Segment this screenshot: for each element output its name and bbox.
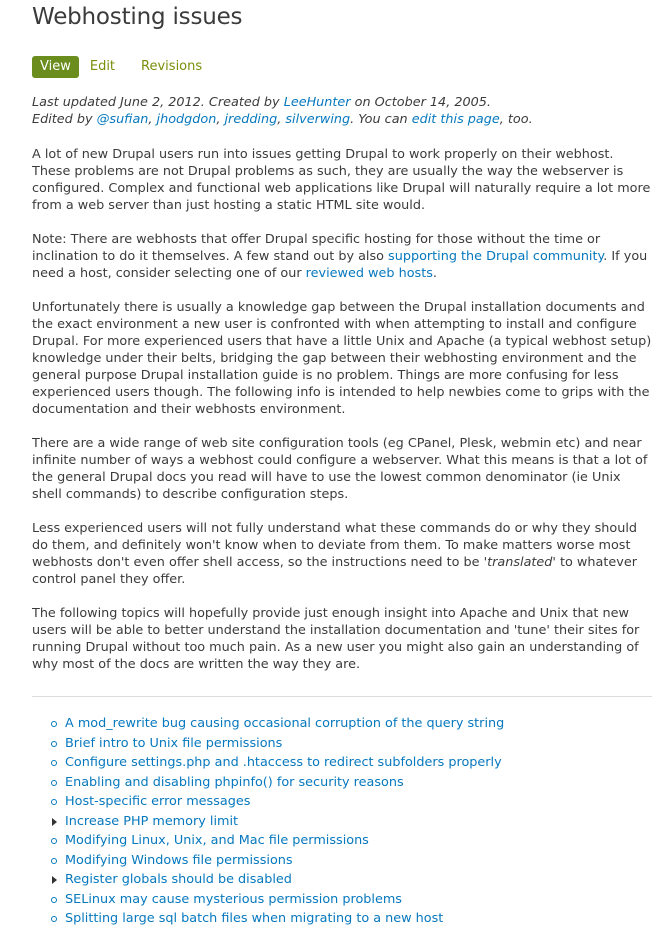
child-page-link[interactable]: Modifying Linux, Unix, and Mac file permissions: [65, 833, 369, 848]
editor-link[interactable]: @sufian: [96, 112, 149, 127]
paragraph: There are a wide range of web site configuration tools (eg CPanel, Plesk, webmin etc) and near infinite number of ways a webhost could configure a webserver. What this means is that a lot of the general Drupal docs you read will have to use the lowest common denominator (ie Unix shell commands) to describe configuration steps.: [32, 436, 648, 502]
page-tabs: [32, 56, 226, 78]
supporting-community-link[interactable]: supporting the Drupal community: [388, 249, 604, 264]
separator: ,: [216, 112, 225, 127]
expand-arrow-icon[interactable]: [52, 818, 57, 826]
list-item: [50, 714, 650, 734]
paragraph-text: Note: There are webhosts that offer Drupal specific hosting for those without the time or inclination to do it themselves. A few stand out by also: [32, 232, 601, 264]
edit-this-page-link[interactable]: edit this page: [411, 112, 500, 127]
child-page-link[interactable]: Configure settings.php and .htaccess to redirect subfolders properly: [65, 755, 502, 770]
list-item: [50, 909, 650, 929]
list-item: [50, 890, 650, 910]
page-meta: [32, 94, 652, 128]
paragraph-text: to whatever control panel they offer.: [32, 555, 637, 587]
editor-link[interactable]: silverwing: [285, 112, 351, 127]
bullet-icon: [51, 721, 57, 727]
meta-text: Last updated June 2, 2012. Created by: [32, 95, 284, 110]
child-page-link[interactable]: A mod_rewrite bug causing occasional corruption of the query string: [65, 716, 505, 731]
meta-text: . You can: [350, 112, 412, 127]
bullet-icon: [51, 916, 57, 922]
paragraph: [32, 231, 653, 282]
meta-text: on October 14, 2005.: [350, 95, 491, 110]
list-item: [50, 831, 650, 851]
expand-arrow-icon[interactable]: [52, 876, 57, 884]
list-item: [50, 851, 650, 871]
list-item: [50, 734, 650, 754]
child-page-link[interactable]: Register globals should be disabled: [65, 872, 292, 887]
meta-edited-line: [32, 111, 652, 128]
emphasis: 'translated': [483, 555, 556, 570]
paragraph-text: . If you need a host, consider selecting one of our: [32, 249, 648, 281]
child-page-link[interactable]: Brief intro to Unix file permissions: [65, 735, 283, 751]
bullet-icon: [51, 838, 57, 844]
tab-edit[interactable]: Edit: [89, 59, 116, 74]
paragraph: A lot of new Drupal users run into issues getting Drupal to work properly on their webhost. These problems are not Drupal problems as such, they are usually the way the webserver is configured. Complex and functional web applications like Drupal will naturally require a lot more from a web server than just hosting a static HTML site would.: [32, 147, 651, 213]
page-title: Webhosting issues: [32, 4, 243, 30]
tab-view[interactable]: View: [32, 56, 79, 78]
list-item: [50, 792, 650, 812]
divider: [32, 696, 652, 697]
child-page-link[interactable]: SELinux may cause mysterious permission problems: [65, 891, 402, 907]
child-page-link[interactable]: Modifying Windows file permissions: [65, 852, 293, 868]
creator-link[interactable]: LeeHunter: [283, 95, 351, 110]
tab-revisions[interactable]: Revisions: [141, 59, 203, 74]
child-page-link[interactable]: Enabling and disabling phpinfo() for security reasons: [65, 774, 404, 790]
bullet-icon: [51, 780, 57, 786]
bullet-icon: [51, 741, 57, 747]
editor-link[interactable]: jredding: [224, 112, 278, 127]
list-item: [50, 753, 650, 773]
bullet-icon: [51, 858, 57, 864]
paragraph: Unfortunately there is usually a knowledge gap between the Drupal installation documents and the exact environment a new user is confronted with when attempting to install and configure Drupal. For more experienced users that have a little Unix and Apache (a typical webhost setup) knowledge under their belts, bridging the gap between their webhosting environment and the general purpose Drupal installation guide is no problem. Things are more confusing for less experienced users though. The following info is intended to help newbies come to grips with the documentation and their webhosts environment.: [32, 300, 652, 417]
bullet-icon: [51, 799, 57, 805]
paragraph-text: .: [432, 266, 437, 281]
separator: ,: [277, 112, 286, 127]
separator: ,: [148, 112, 157, 127]
bullet-icon: [51, 760, 57, 766]
bullet-icon: [51, 897, 57, 903]
meta-created-line: [32, 94, 652, 111]
paragraph-text: Less experienced users will not fully understand what these commands do or why they should do them, and definitely won't know when to deviate from them. To make matters worse most webhosts don't even offer shell access, so the instructions need to be: [32, 521, 637, 570]
child-page-link[interactable]: Host-specific error messages: [65, 794, 251, 809]
page-content: [32, 146, 653, 690]
editor-link[interactable]: jhodgdon: [156, 112, 217, 127]
child-pages-list: [50, 714, 650, 929]
child-page-link[interactable]: Increase PHP memory limit: [65, 813, 239, 829]
meta-text: , too.: [499, 112, 533, 127]
paragraph: The following topics will hopefully provide just enough insight into Apache and Unix that new users will be able to better understand the installation documentation and 'tune' their sites for running Drupal without too much pain. As a new user you might also gain an understanding of why most of the docs are written the way they are.: [32, 606, 640, 672]
meta-text: Edited by: [32, 112, 97, 127]
list-item: [50, 812, 650, 832]
paragraph: [32, 520, 653, 588]
list-item: [50, 773, 650, 793]
list-item: [50, 870, 650, 890]
reviewed-web-hosts-link[interactable]: reviewed web hosts: [305, 266, 433, 281]
child-page-link[interactable]: Splitting large sql batch files when migrating to a new host: [65, 911, 444, 926]
